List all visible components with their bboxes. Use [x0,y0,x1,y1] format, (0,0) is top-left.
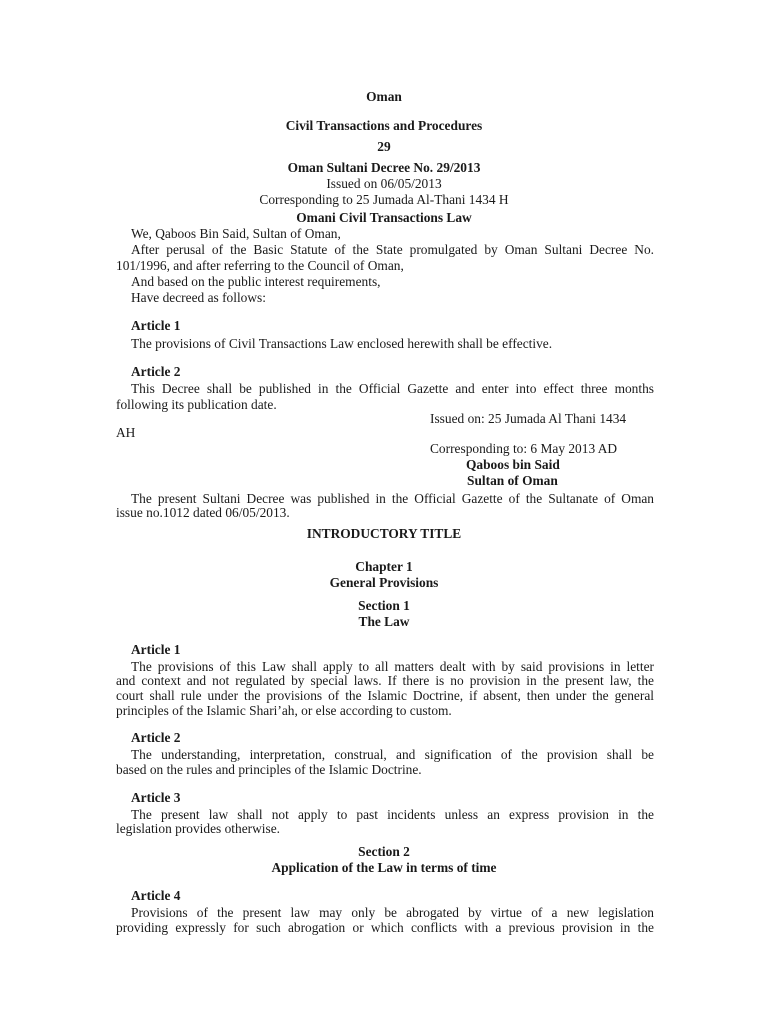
section-label: Section 1 [358,598,410,613]
preamble-line: 101/1996, and after referring to the Council of Oman, [116,258,404,273]
section-label: Section 2 [358,844,410,859]
signature-corresponding: Corresponding to: 6 May 2013 AD [430,441,618,456]
signatory-name: Qaboos bin Said [466,457,560,472]
article-text: based on the rules and principles of the Islamic Doctrine. [116,762,422,777]
article-text: The present law shall not apply to past incidents unless an express provision in the [131,807,654,822]
article-text: and context and not regulated by special laws. If there is no provision in the present law, the [116,673,654,688]
preamble-line: After perusal of the Basic Statute of the State promulgated by Oman Sultani Decree No. [131,242,654,257]
article-text: Provisions of the present law may only be abrogated by virtue of a new legislation [131,905,654,920]
article-text: court shall rule under the provisions of the Islamic Doctrine, if absent, then under the general [116,688,654,703]
preamble-line: Have decreed as follows: [131,290,266,305]
issued-on-date: Issued on 06/05/2013 [326,176,442,191]
article-heading: Article 2 [131,730,181,745]
law-title: Omani Civil Transactions Law [296,210,472,225]
article-text: The provisions of Civil Transactions Law enclosed herewith shall be effective. [131,336,553,351]
number-heading: 29 [377,139,391,154]
publication-note: issue no.1012 dated 06/05/2013. [116,505,290,520]
preamble-line: We, Qaboos Bin Said, Sultan of Oman, [131,226,341,241]
section-title: The Law [358,614,410,629]
article-text: The provisions of this Law shall apply to all matters dealt with by said provisions in letter [131,659,654,674]
decree-title: Oman Sultani Decree No. 29/2013 [287,160,481,175]
hijri-date: Corresponding to 25 Jumada Al-Thani 1434 H [259,192,509,207]
chapter-title: General Provisions [329,575,439,590]
article-heading: Article 1 [131,642,181,657]
article-text: following its publication date. [116,397,277,412]
section-title: Application of the Law in terms of time [271,860,497,875]
article-text: legislation provides otherwise. [116,821,281,836]
article-heading: Article 3 [131,790,181,805]
signature-issued-on-cont: AH [116,425,136,440]
signatory-title: Sultan of Oman [467,473,558,488]
country-heading: Oman [366,89,402,104]
article-text: This Decree shall be published in the Official Gazette and enter into effect three months [131,381,654,396]
chapter-label: Chapter 1 [355,559,413,574]
article-heading: Article 2 [131,364,181,379]
publication-note: The present Sultani Decree was published in the Official Gazette of the Sultanate of Oman [131,491,654,506]
signature-issued-on: Issued on: 25 Jumada Al Thani 1434 [430,411,627,426]
introductory-title: INTRODUCTORY TITLE [306,526,462,541]
article-text: The understanding, interpretation, construal, and signification of the provision shall be [131,747,654,762]
article-heading: Article 1 [131,318,181,333]
article-text: principles of the Islamic Shari’ah, or else according to custom. [116,703,452,718]
article-heading: Article 4 [131,888,181,903]
category-heading: Civil Transactions and Procedures [285,118,483,133]
article-text: providing expressly for such abrogation or which conflicts with a previous provision in the [116,920,654,935]
preamble-line: And based on the public interest requirements, [131,274,381,289]
